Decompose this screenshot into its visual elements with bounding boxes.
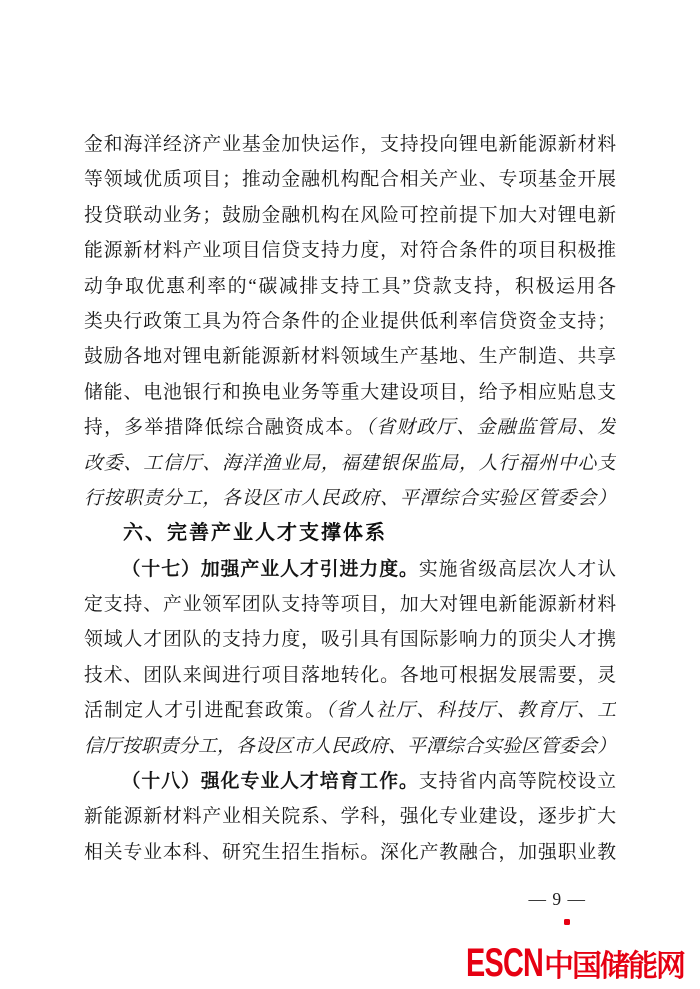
body-run: 实施省级高层次人才认 — [418, 558, 616, 580]
body-run: 活制定人才引进配套政策。 — [84, 700, 326, 722]
clause-heading: （十八）强化专业人才培育工作。 — [121, 771, 419, 793]
body-run: 新能源新材料产业相关院系、学科，强化专业建设，逐步扩大 — [84, 806, 616, 828]
clause-heading: （十七）加强产业人才引进力度。 — [121, 558, 419, 580]
body-line — [84, 658, 616, 693]
agency-attribution: （省财政厅、金融监管局、发 — [365, 417, 616, 439]
agency-attribution: 信厅按职责分工，各设区市人民政府、平潭综合实验区管委会） — [84, 735, 616, 757]
body-line — [84, 835, 616, 870]
body-run: 金和海洋经济产业基金加快运作，支持投向锂电新能源新材料 — [84, 134, 616, 155]
body-line — [84, 233, 616, 268]
body-line — [84, 799, 616, 834]
agency-attribution: （省人社厅、科技厅、教育厅、工 — [325, 700, 616, 722]
body-line — [84, 622, 616, 657]
body-run: 持，多举措降低综合融资成本。 — [84, 417, 366, 439]
escn-logo-text-en: ESCN — [465, 941, 543, 985]
body-line — [84, 693, 616, 728]
body-run: 定支持、产业领军团队支持等项目，加大对锂电新能源新材料 — [84, 594, 616, 616]
body-run: 等领域优质项目；推动金融机构配合相关产业、专项基金开展 — [84, 169, 616, 191]
page-number: — 9 — — [528, 889, 586, 909]
body-line — [84, 729, 616, 764]
body-line — [84, 552, 616, 587]
body-line — [84, 481, 616, 516]
body-run: 储能、电池银行和换电业务等重大建设项目，给予相应贴息支 — [84, 381, 616, 403]
body-run: 技术、团队来闽进行项目落地转化。各地可根据发展需要，灵 — [84, 664, 616, 686]
body-run: 类央行政策工具为符合条件的企业提供低利率信贷资金支持； — [84, 310, 616, 332]
escn-logo — [436, 941, 684, 985]
body-run: 领域人才团队的支持力度，吸引具有国际影响力的顶尖人才携 — [84, 629, 616, 651]
body-line — [84, 764, 616, 799]
agency-attribution: 行按职责分工，各设区市人民政府、平潭综合实验区管委会） — [84, 487, 616, 509]
body-line — [84, 339, 616, 374]
escn-logo-text-zh: 中国储能网 — [544, 950, 684, 983]
body-line — [84, 587, 616, 622]
body-run: 支持省内高等院校设立 — [418, 771, 616, 793]
body-line — [84, 410, 616, 445]
agency-attribution: 改委、工信厅、海洋渔业局，福建银保监局，人行福州中心支 — [84, 452, 616, 474]
body-run: 相关专业本科、研究生招生指标。深化产教融合，加强职业教 — [84, 841, 616, 863]
body-run: 投贷联动业务；鼓励金融机构在风险可控前提下加大对锂电新 — [84, 204, 616, 226]
body-line — [84, 269, 616, 304]
body-line — [84, 375, 616, 410]
body-line — [84, 446, 616, 481]
section-heading: 六、完善产业人才支撑体系 — [123, 522, 387, 545]
body-run: 鼓励各地对锂电新能源新材料领域生产基地、生产制造、共享 — [84, 346, 616, 368]
body-line — [84, 127, 616, 162]
body-run: 动争取优惠利率的“碳减排支持工具”贷款支持，积极运用各 — [84, 275, 616, 297]
body-line — [84, 198, 616, 233]
document-body — [84, 127, 616, 870]
body-line — [84, 304, 616, 339]
logo-dot-icon — [564, 919, 570, 925]
body-line — [84, 162, 616, 197]
body-run: 能源新材料产业项目信贷支持力度，对符合条件的项目积极推 — [84, 240, 616, 262]
